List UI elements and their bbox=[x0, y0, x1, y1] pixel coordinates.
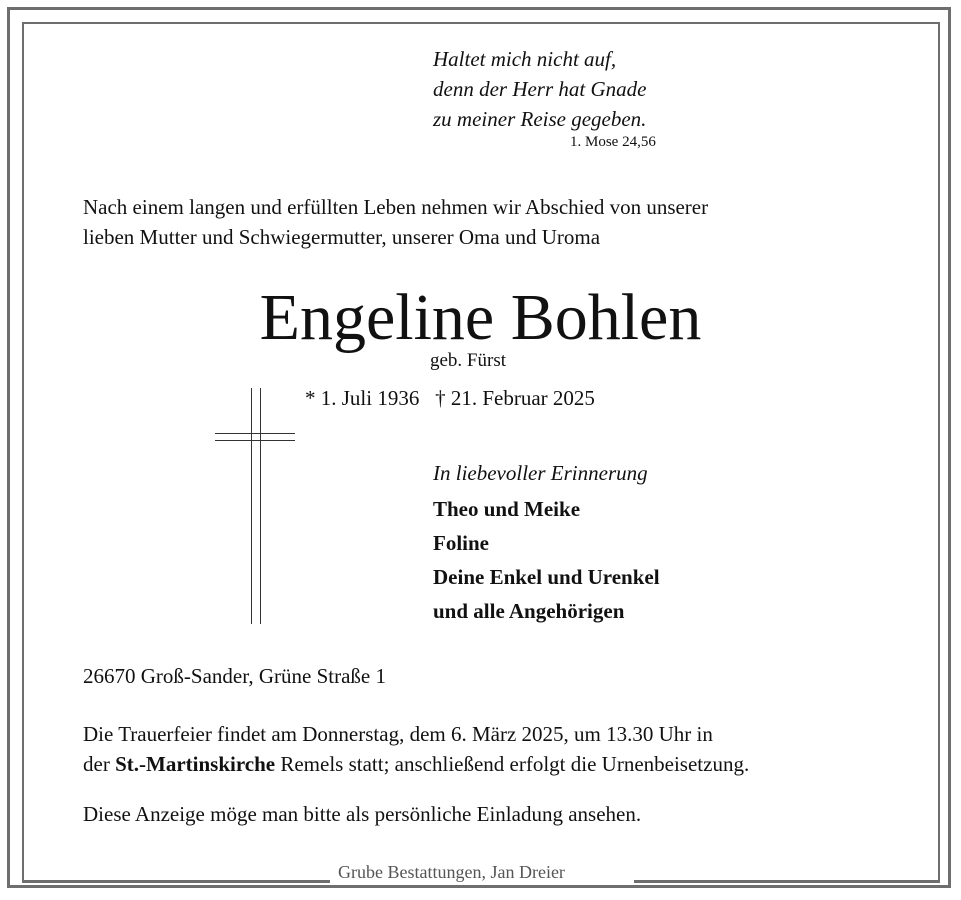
invitation-note: Diese Anzeige möge man bitte als persönliche Einladung ansehen. bbox=[83, 802, 642, 826]
cross-icon-vertical-1 bbox=[251, 388, 252, 624]
birth-date: * 1. Juli 1936 bbox=[305, 386, 420, 410]
intro-line: Nach einem langen und erfüllten Leben nehmen wir Abschied von unserer bbox=[83, 195, 709, 219]
cross-icon-horizontal-2 bbox=[215, 440, 295, 441]
mourner-entry: Theo und Meike bbox=[433, 497, 581, 521]
service-suffix: Remels statt; anschließend erfolgt die Urnenbeisetzung. bbox=[275, 752, 750, 776]
life-dates bbox=[305, 386, 595, 411]
mourners-list bbox=[433, 492, 660, 628]
funeral-service-info bbox=[83, 719, 923, 779]
cross-icon-horizontal-1 bbox=[215, 433, 295, 434]
memory-heading: In liebevoller Erinnerung bbox=[433, 461, 648, 485]
intro-text bbox=[83, 192, 903, 252]
mourner-entry: Foline bbox=[433, 531, 489, 555]
church-name: St.-Martinskirche bbox=[115, 752, 276, 776]
bible-quote bbox=[433, 44, 646, 134]
service-line bbox=[83, 749, 923, 779]
family-address: 26670 Groß-Sander, Grüne Straße 1 bbox=[83, 664, 387, 688]
cross-icon-vertical-2 bbox=[260, 388, 261, 624]
quote-line: zu meiner Reise gegeben. bbox=[433, 107, 647, 131]
inner-border-bottom-right bbox=[634, 880, 940, 883]
inner-border-top bbox=[22, 22, 940, 24]
service-prefix: der bbox=[83, 752, 116, 776]
quote-line: Haltet mich nicht auf, bbox=[433, 47, 617, 71]
inner-border-right bbox=[938, 22, 940, 882]
service-line: Die Trauerfeier findet am Donnerstag, dem 6. März 2025, um 13.30 Uhr in bbox=[83, 722, 713, 746]
inner-border-bottom-left bbox=[22, 880, 330, 883]
intro-line: lieben Mutter und Schwiegermutter, unserer Oma und Uroma bbox=[83, 225, 601, 249]
quote-reference: 1. Mose 24,56 bbox=[570, 134, 656, 150]
mourner-entry: Deine Enkel und Urenkel bbox=[433, 565, 660, 589]
quote-line: denn der Herr hat Gnade bbox=[433, 77, 647, 101]
inner-border-left bbox=[22, 22, 24, 882]
mourner-entry: und alle Angehörigen bbox=[433, 599, 625, 623]
maiden-name: geb. Fürst bbox=[430, 350, 506, 371]
death-date: † 21. Februar 2025 bbox=[435, 386, 595, 410]
funeral-home-credit: Grube Bestattungen, Jan Dreier bbox=[338, 862, 565, 882]
deceased-name: Engeline Bohlen bbox=[259, 281, 702, 354]
